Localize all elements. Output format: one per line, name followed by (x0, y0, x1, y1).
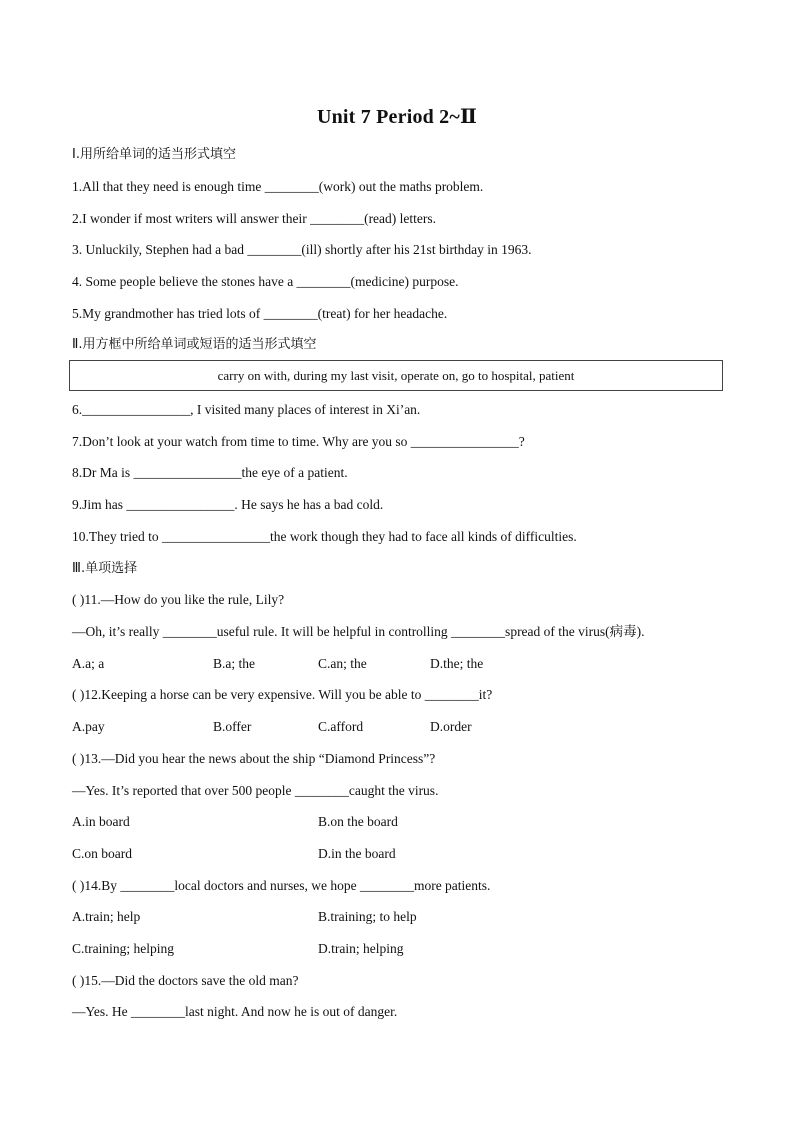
question-14-option-d: D.train; helping (318, 941, 404, 956)
question-6: 6.________________, I visited many places of interest in Xi’an. (72, 402, 421, 417)
question-3: 3. Unluckily, Stephen had a bad ________(ill) shortly after his 21st birthday in 1963. (72, 242, 532, 257)
question-2: 2.I wonder if most writers will answer their ________(read) letters. (72, 211, 437, 226)
question-10: 10.They tried to ________________the work though they had to face all kinds of difficulties. (72, 529, 577, 544)
question-12-option-d: D.order (430, 719, 472, 734)
question-12-option-a: A.pay (72, 719, 105, 734)
question-13-option-d: D.in the board (318, 846, 396, 861)
question-11-option-a: A.a; a (72, 656, 105, 671)
section-2-heading: Ⅱ.用方框中所给单词或短语的适当形式填空 (72, 337, 317, 352)
page-title: Unit 7 Period 2~Ⅱ (316, 106, 478, 128)
question-14-option-a: A.train; help (72, 909, 141, 924)
question-12-option-c: C.afford (318, 719, 364, 734)
question-15-stem: ( )15.—Did the doctors save the old man? (72, 973, 299, 988)
question-11-option-b: B.a; the (213, 656, 255, 671)
question-13-option-a: A.in board (72, 814, 130, 829)
question-12-option-b: B.offer (213, 719, 252, 734)
question-13-line2: —Yes. It’s reported that over 500 people ________caught the virus. (72, 783, 439, 798)
question-7: 7.Don’t look at your watch from time to time. Why are you so ________________? (72, 434, 525, 449)
word-bank-box: carry on with, during my last visit, operate on, go to hospital, patient (69, 360, 723, 391)
question-11-stem: ( )11.—How do you like the rule, Lily? (72, 592, 285, 607)
section-3-heading: Ⅲ.单项选择 (72, 561, 138, 576)
question-13-option-c: C.on board (72, 846, 132, 861)
question-11-line2: —Oh, it’s really ________useful rule. It will be helpful in controlling ________spread of the virus(病毒). (72, 624, 645, 639)
question-11-option-c: C.an; the (318, 656, 367, 671)
question-14-stem: ( )14.By ________local doctors and nurses, we hope ________more patients. (72, 878, 491, 893)
question-12-stem: ( )12.Keeping a horse can be very expensive. Will you be able to ________it? (72, 687, 493, 702)
question-13-stem: ( )13.—Did you hear the news about the ship “Diamond Princess”? (72, 751, 436, 766)
question-14-option-b: B.training; to help (318, 909, 417, 924)
question-13-option-b: B.on the board (318, 814, 398, 829)
section-1-heading: Ⅰ.用所给单词的适当形式填空 (72, 147, 236, 162)
question-11-option-d: D.the; the (430, 656, 484, 671)
question-5: 5.My grandmother has tried lots of ________(treat) for her headache. (72, 306, 448, 321)
question-15-line2: —Yes. He ________last night. And now he is out of danger. (72, 1004, 398, 1019)
question-4: 4. Some people believe the stones have a ________(medicine) purpose. (72, 274, 459, 289)
question-1: 1.All that they need is enough time ________(work) out the maths problem. (72, 179, 484, 194)
question-14-option-c: C.training; helping (72, 941, 174, 956)
question-9: 9.Jim has ________________. He says he has a bad cold. (72, 497, 384, 512)
question-8: 8.Dr Ma is ________________the eye of a patient. (72, 465, 348, 480)
